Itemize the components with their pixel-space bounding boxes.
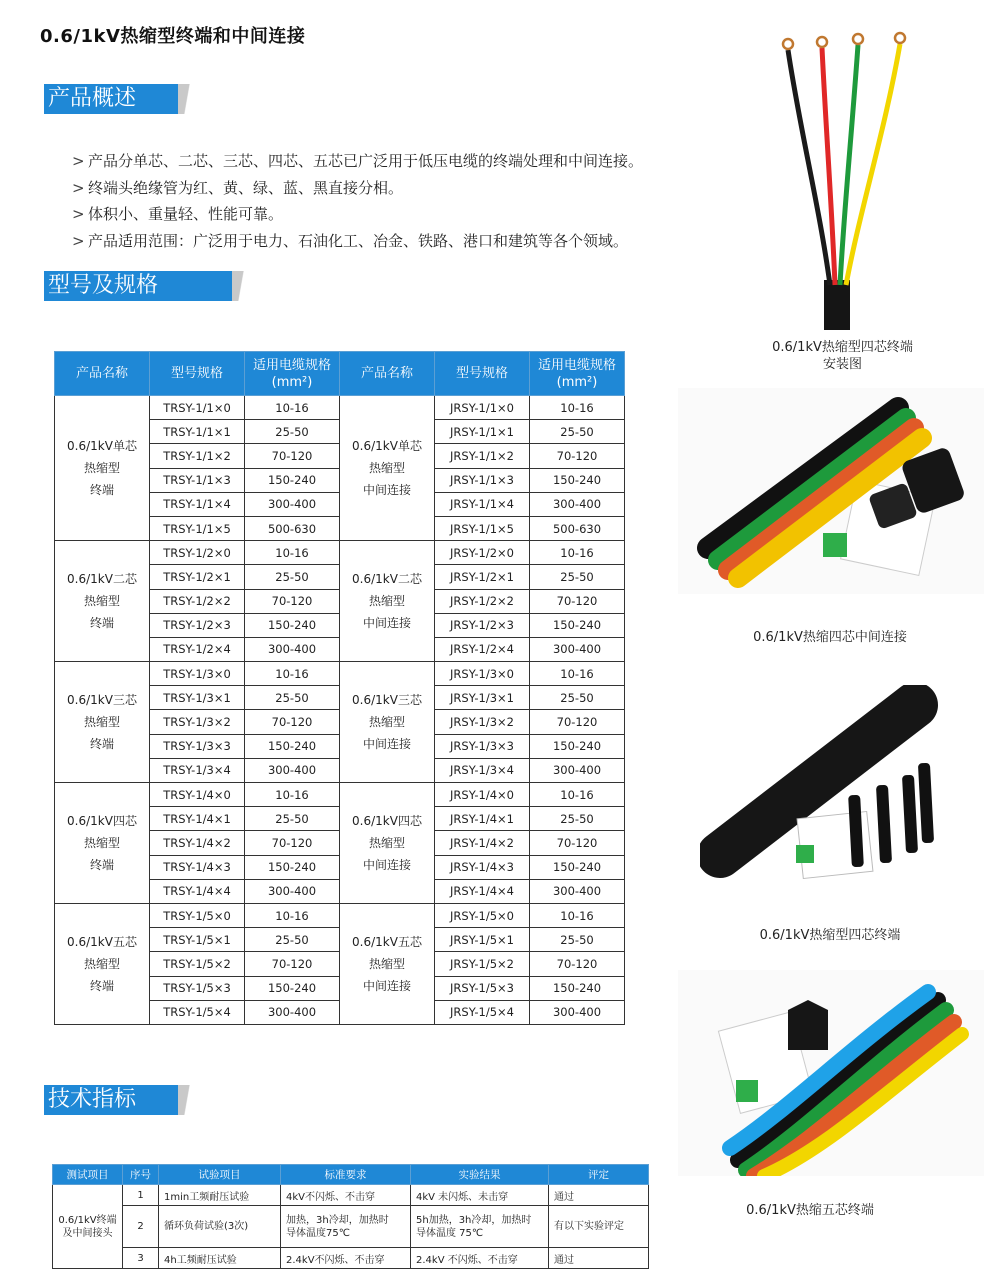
joint-model-cell: JRSY-1/1×2 <box>435 444 530 468</box>
termination-model-cell: TRSY-1/1×5 <box>150 516 245 540</box>
termination-model-cell: TRSY-1/2×0 <box>150 541 245 565</box>
joint-product-name: 0.6/1kV二芯 热缩型 中间连接 <box>340 541 435 662</box>
photo-caption: 0.6/1kV热缩型四芯终端 <box>759 928 901 943</box>
table-header-row <box>53 1165 649 1185</box>
joint-size-cell: 70-120 <box>530 444 625 468</box>
termination-model-cell: TRSY-1/1×4 <box>150 492 245 516</box>
joint-model-cell: JRSY-1/1×3 <box>435 468 530 492</box>
joint-model-cell: JRSY-1/4×2 <box>435 831 530 855</box>
header-test-category: 测试项目 <box>53 1165 123 1185</box>
joint-model-cell: JRSY-1/5×3 <box>435 976 530 1000</box>
joint-model-cell: JRSY-1/5×4 <box>435 1000 530 1024</box>
termination-size-cell: 150-240 <box>245 613 340 637</box>
termination-size-cell: 70-120 <box>245 952 340 976</box>
product-photo-four-core-joint <box>678 388 984 594</box>
product-photo-five-core-termination <box>678 970 984 1176</box>
table-row <box>55 662 625 686</box>
joint-size-cell: 150-240 <box>530 855 625 879</box>
table-header-row <box>55 352 625 396</box>
termination-model-cell: TRSY-1/2×3 <box>150 613 245 637</box>
joint-size-cell: 500-630 <box>530 516 625 540</box>
termination-size-cell: 70-120 <box>245 710 340 734</box>
joint-size-cell: 70-120 <box>530 952 625 976</box>
termination-model-cell: TRSY-1/5×0 <box>150 903 245 927</box>
joint-size-cell: 150-240 <box>530 976 625 1000</box>
product-photo-four-core-termination-install <box>760 30 920 330</box>
joint-model-cell: JRSY-1/4×3 <box>435 855 530 879</box>
header-result: 实验结果 <box>411 1165 549 1185</box>
termination-size-cell: 150-240 <box>245 976 340 1000</box>
tech-table <box>52 1164 649 1269</box>
joint-size-cell: 70-120 <box>530 831 625 855</box>
joint-kit-illustration <box>678 388 984 594</box>
evaluation-cell: 通过 <box>549 1185 649 1206</box>
list-item: > 终端头绝缘管为红、黄、绿、蓝、黑直接分相。 <box>72 178 404 197</box>
list-item: > 产品分单芯、二芯、三芯、四芯、五芯已广泛用于低压电缆的终端处理和中间连接。 <box>72 152 644 170</box>
test-item-cell: 1min工频耐压试验 <box>159 1185 281 1206</box>
seq-cell: 2 <box>123 1206 159 1248</box>
standard-cell: 4kV不闪烁、不击穿 <box>281 1185 411 1206</box>
header-evaluation: 评定 <box>549 1165 649 1185</box>
joint-size-cell: 10-16 <box>530 783 625 807</box>
joint-size-cell: 10-16 <box>530 541 625 565</box>
joint-model-cell: JRSY-1/2×3 <box>435 613 530 637</box>
termination-model-cell: TRSY-1/3×1 <box>150 686 245 710</box>
termination-size-cell: 300-400 <box>245 492 340 516</box>
termination-model-cell: TRSY-1/3×2 <box>150 710 245 734</box>
joint-size-cell: 70-120 <box>530 589 625 613</box>
termination-model-cell: TRSY-1/3×3 <box>150 734 245 758</box>
test-item-cell: 循环负荷试验(3次) <box>159 1206 281 1248</box>
termination-size-cell: 25-50 <box>245 420 340 444</box>
termination-size-cell: 150-240 <box>245 734 340 758</box>
header-standard: 标准要求 <box>281 1165 411 1185</box>
joint-size-cell: 150-240 <box>530 613 625 637</box>
joint-model-cell: JRSY-1/3×1 <box>435 686 530 710</box>
joint-product-name: 0.6/1kV单芯 热缩型 中间连接 <box>340 396 435 541</box>
joint-model-cell: JRSY-1/2×4 <box>435 637 530 661</box>
joint-size-cell: 25-50 <box>530 420 625 444</box>
evaluation-cell: 通过 <box>549 1248 649 1269</box>
result-cell: 2.4kV 不闪烁、不击穿 <box>411 1248 549 1269</box>
joint-size-cell: 300-400 <box>530 492 625 516</box>
termination-product-name: 0.6/1kV二芯 热缩型 终端 <box>55 541 150 662</box>
termination-model-cell: TRSY-1/5×3 <box>150 976 245 1000</box>
seq-cell: 3 <box>123 1248 159 1269</box>
joint-size-cell: 300-400 <box>530 758 625 782</box>
joint-product-name: 0.6/1kV五芯 热缩型 中间连接 <box>340 903 435 1024</box>
joint-model-cell: JRSY-1/3×3 <box>435 734 530 758</box>
joint-model-cell: JRSY-1/1×0 <box>435 396 530 420</box>
table-row <box>55 396 625 420</box>
joint-model-cell: JRSY-1/4×0 <box>435 783 530 807</box>
section-header-spec <box>44 271 254 301</box>
product-photo-four-core-termination <box>700 685 980 895</box>
termination-size-cell: 150-240 <box>245 855 340 879</box>
header-seq: 序号 <box>123 1165 159 1185</box>
termination-size-cell: 300-400 <box>245 758 340 782</box>
termination-size-cell: 10-16 <box>245 541 340 565</box>
termination-model-cell: TRSY-1/5×2 <box>150 952 245 976</box>
header-product-name: 产品名称 <box>55 352 150 396</box>
section-header-tail <box>178 84 196 114</box>
joint-model-cell: JRSY-1/5×0 <box>435 903 530 927</box>
overview-list <box>72 148 643 254</box>
termination-size-cell: 10-16 <box>245 396 340 420</box>
section-title: 产品概述 <box>44 84 180 114</box>
joint-model-cell: JRSY-1/5×1 <box>435 928 530 952</box>
termination-size-cell: 300-400 <box>245 879 340 903</box>
joint-product-name: 0.6/1kV三芯 热缩型 中间连接 <box>340 662 435 783</box>
joint-model-cell: JRSY-1/4×1 <box>435 807 530 831</box>
header-test-item: 试验项目 <box>159 1165 281 1185</box>
spec-table <box>54 351 625 1025</box>
joint-model-cell: JRSY-1/3×2 <box>435 710 530 734</box>
termination-model-cell: TRSY-1/3×0 <box>150 662 245 686</box>
termination-size-cell: 70-120 <box>245 444 340 468</box>
termination-size-cell: 25-50 <box>245 686 340 710</box>
table-row <box>53 1248 649 1269</box>
termination-model-cell: TRSY-1/2×4 <box>150 637 245 661</box>
joint-model-cell: JRSY-1/4×4 <box>435 879 530 903</box>
seq-cell: 1 <box>123 1185 159 1206</box>
termination-size-cell: 500-630 <box>245 516 340 540</box>
section-header-tech <box>44 1085 204 1115</box>
joint-model-cell: JRSY-1/3×4 <box>435 758 530 782</box>
termination-product-name: 0.6/1kV单芯 热缩型 终端 <box>55 396 150 541</box>
joint-size-cell: 150-240 <box>530 734 625 758</box>
section-title: 技术指标 <box>44 1085 180 1115</box>
spec-table-body <box>55 396 625 1025</box>
five-core-kit-illustration <box>678 970 984 1176</box>
result-cell: 5h加热，3h冷却，加热时 导体温度 75℃ <box>411 1206 549 1248</box>
termination-size-cell: 10-16 <box>245 903 340 927</box>
table-row <box>55 541 625 565</box>
joint-size-cell: 300-400 <box>530 1000 625 1024</box>
termination-product-name: 0.6/1kV五芯 热缩型 终端 <box>55 903 150 1024</box>
photo-caption: 0.6/1kV热缩四芯中间连接 <box>753 630 907 645</box>
joint-size-cell: 300-400 <box>530 879 625 903</box>
test-category-cell: 0.6/1kV终端 及中间接头 <box>53 1185 123 1269</box>
table-row <box>55 903 625 927</box>
header-cable-size: 适用电缆规格 (mm²) <box>530 352 625 396</box>
joint-model-cell: JRSY-1/1×1 <box>435 420 530 444</box>
section-header-overview <box>44 84 204 114</box>
termination-size-cell: 300-400 <box>245 1000 340 1024</box>
section-title: 型号及规格 <box>44 271 234 301</box>
list-item: > 产品适用范围：广泛用于电力、石油化工、冶金、铁路、港口和建筑等各个领域。 <box>72 231 629 250</box>
termination-model-cell: TRSY-1/5×1 <box>150 928 245 952</box>
header-model: 型号规格 <box>150 352 245 396</box>
joint-model-cell: JRSY-1/5×2 <box>435 952 530 976</box>
termination-model-cell: TRSY-1/1×3 <box>150 468 245 492</box>
table-row <box>53 1206 649 1248</box>
termination-model-cell: TRSY-1/4×2 <box>150 831 245 855</box>
joint-size-cell: 150-240 <box>530 468 625 492</box>
termination-size-cell: 25-50 <box>245 928 340 952</box>
joint-size-cell: 70-120 <box>530 710 625 734</box>
joint-model-cell: JRSY-1/2×1 <box>435 565 530 589</box>
termination-model-cell: TRSY-1/1×0 <box>150 396 245 420</box>
termination-size-cell: 25-50 <box>245 565 340 589</box>
list-item: > 体积小、重量轻、性能可靠。 <box>72 205 284 223</box>
joint-size-cell: 300-400 <box>530 637 625 661</box>
joint-size-cell: 25-50 <box>530 928 625 952</box>
evaluation-cell: 有以下实验评定 <box>549 1206 649 1248</box>
section-header-tail <box>178 1085 196 1115</box>
joint-size-cell: 25-50 <box>530 807 625 831</box>
standard-cell: 加热，3h冷却，加热时 导体温度75℃ <box>281 1206 411 1248</box>
header-product-name: 产品名称 <box>340 352 435 396</box>
termination-size-cell: 300-400 <box>245 637 340 661</box>
joint-size-cell: 25-50 <box>530 686 625 710</box>
table-row <box>55 783 625 807</box>
joint-model-cell: JRSY-1/2×2 <box>435 589 530 613</box>
termination-product-name: 0.6/1kV三芯 热缩型 终端 <box>55 662 150 783</box>
joint-model-cell: JRSY-1/3×0 <box>435 662 530 686</box>
termination-model-cell: TRSY-1/1×2 <box>150 444 245 468</box>
header-cable-size: 适用电缆规格 (mm²) <box>245 352 340 396</box>
termination-product-name: 0.6/1kV四芯 热缩型 终端 <box>55 783 150 904</box>
page-title: 0.6/1kV热缩型终端和中间连接 <box>40 26 306 47</box>
result-cell: 4kV 未闪烁、未击穿 <box>411 1185 549 1206</box>
test-item-cell: 4h工频耐压试验 <box>159 1248 281 1269</box>
joint-size-cell: 25-50 <box>530 565 625 589</box>
termination-parts-illustration <box>700 685 980 895</box>
termination-size-cell: 10-16 <box>245 662 340 686</box>
joint-product-name: 0.6/1kV四芯 热缩型 中间连接 <box>340 783 435 904</box>
termination-model-cell: TRSY-1/2×2 <box>150 589 245 613</box>
termination-model-cell: TRSY-1/1×1 <box>150 420 245 444</box>
termination-model-cell: TRSY-1/3×4 <box>150 758 245 782</box>
table-row <box>53 1185 649 1206</box>
joint-model-cell: JRSY-1/1×4 <box>435 492 530 516</box>
termination-size-cell: 150-240 <box>245 468 340 492</box>
termination-size-cell: 10-16 <box>245 783 340 807</box>
cable-illustration <box>760 30 920 330</box>
joint-model-cell: JRSY-1/1×5 <box>435 516 530 540</box>
joint-size-cell: 10-16 <box>530 396 625 420</box>
termination-model-cell: TRSY-1/4×3 <box>150 855 245 879</box>
joint-model-cell: JRSY-1/2×0 <box>435 541 530 565</box>
termination-size-cell: 70-120 <box>245 589 340 613</box>
termination-model-cell: TRSY-1/2×1 <box>150 565 245 589</box>
termination-model-cell: TRSY-1/4×1 <box>150 807 245 831</box>
section-header-tail <box>232 271 250 301</box>
termination-size-cell: 70-120 <box>245 831 340 855</box>
termination-model-cell: TRSY-1/4×0 <box>150 783 245 807</box>
header-model: 型号规格 <box>435 352 530 396</box>
joint-size-cell: 10-16 <box>530 903 625 927</box>
joint-size-cell: 10-16 <box>530 662 625 686</box>
photo-caption: 0.6/1kV热缩型四芯终端 安装图 <box>772 340 913 372</box>
termination-model-cell: TRSY-1/4×4 <box>150 879 245 903</box>
standard-cell: 2.4kV不闪烁、不击穿 <box>281 1248 411 1269</box>
termination-model-cell: TRSY-1/5×4 <box>150 1000 245 1024</box>
photo-caption: 0.6/1kV热缩五芯终端 <box>746 1203 874 1218</box>
termination-size-cell: 25-50 <box>245 807 340 831</box>
